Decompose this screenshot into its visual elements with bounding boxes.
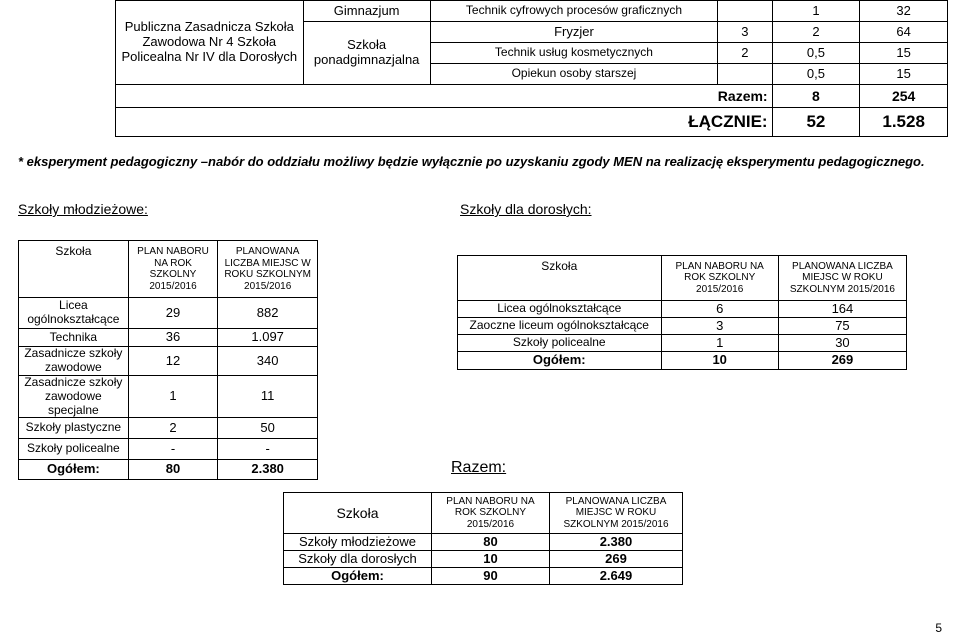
table-row <box>458 301 907 318</box>
laczenie-row <box>116 108 948 137</box>
plan-value: 80 <box>431 534 549 551</box>
laczenie-value-b: 52 <box>772 108 860 137</box>
col-header-plan: PLAN NABORU NA ROK SZKOLNY 2015/2016 <box>431 493 549 534</box>
total-places: 2.380 <box>218 460 318 480</box>
col-header-places: PLANOWANA LICZBA MIEJSC W ROKU SZKOLNYM 2015/2016 <box>218 241 318 298</box>
total-row <box>284 568 683 585</box>
school-type-gimnazjum: Gimnazjum <box>303 1 430 22</box>
school-type-ponadgimnazjalna: Szkoła ponadgimnazjalna <box>303 22 430 85</box>
col-header-school: Szkoła <box>19 241 129 298</box>
places-value: 11 <box>218 376 318 418</box>
col-header-places: PLANOWANA LICZBA MIEJSC W ROKU SZKOLNYM 2015/2016 <box>549 493 682 534</box>
places-value: - <box>218 439 318 460</box>
total-row <box>458 352 907 370</box>
summary-heading: Razem: <box>451 459 507 476</box>
places-value: 2.380 <box>549 534 682 551</box>
profession-name: Technik cyfrowych procesów graficznych <box>430 1 718 22</box>
value-c: 15 <box>860 43 948 64</box>
table-row <box>19 329 318 347</box>
table-row <box>458 318 907 335</box>
table-row <box>284 534 683 551</box>
places-value: 50 <box>218 418 318 439</box>
plan-value: - <box>128 439 218 460</box>
table-header-row <box>19 241 318 298</box>
profession-name: Technik usług kosmetycznych <box>430 43 718 64</box>
plan-value: 2 <box>128 418 218 439</box>
table-row <box>19 418 318 439</box>
plan-value: 6 <box>661 301 778 318</box>
total-plan: 10 <box>661 352 778 370</box>
table-row <box>458 335 907 352</box>
razem-value-c: 254 <box>860 85 948 108</box>
col-header-plan: PLAN NABORU NA ROK SZKOLNY 2015/2016 <box>128 241 218 298</box>
note-text: * eksperyment pedagogiczny –nabór do oddziału możliwy będzie wyłącznie po uzyskaniu zgody MEN na realizację eksperymentu pedagogicznego. <box>18 154 925 169</box>
razem-row <box>116 85 948 108</box>
school-table <box>115 0 948 137</box>
table-header-row <box>284 493 683 534</box>
plan-value: 1 <box>128 376 218 418</box>
plan-value: 10 <box>431 551 549 568</box>
value-b: 2 <box>772 22 860 43</box>
table-row <box>19 376 318 418</box>
school-name: Licea ogólnokształcące <box>19 298 129 329</box>
total-label: Ogółem: <box>19 460 129 480</box>
value-b: 0,5 <box>772 43 860 64</box>
school-name: Zasadnicze szkoły zawodowe specjalne <box>19 376 129 418</box>
plan-value: 1 <box>661 335 778 352</box>
page-number: 5 <box>935 621 942 635</box>
places-value: 340 <box>218 347 318 376</box>
school-name: Szkoły młodzieżowe <box>284 534 432 551</box>
table-row <box>19 347 318 376</box>
school-name: Szkoły plastyczne <box>19 418 129 439</box>
school-name: Szkoły policealne <box>19 439 129 460</box>
profession-name: Opiekun osoby starszej <box>430 64 718 85</box>
places-value: 164 <box>778 301 906 318</box>
youth-heading: Szkoły młodzieżowe: <box>18 201 148 217</box>
summary-table <box>283 492 683 585</box>
table-header-row <box>458 256 907 301</box>
laczenie-value-c: 1.528 <box>860 108 948 137</box>
col-header-school: Szkoła <box>284 493 432 534</box>
razem-label: Razem: <box>116 85 773 108</box>
youth-table <box>18 240 318 480</box>
laczenie-label: ŁĄCZNIE: <box>116 108 773 137</box>
razem-value-b: 8 <box>772 85 860 108</box>
value-c: 32 <box>860 1 948 22</box>
places-value: 882 <box>218 298 318 329</box>
total-label: Ogółem: <box>284 568 432 585</box>
value-a <box>718 64 772 85</box>
value-a: 3 <box>718 22 772 43</box>
total-plan: 90 <box>431 568 549 585</box>
col-header-school: Szkoła <box>458 256 662 301</box>
table-row <box>19 298 318 329</box>
value-a: 2 <box>718 43 772 64</box>
places-value: 75 <box>778 318 906 335</box>
plan-value: 3 <box>661 318 778 335</box>
plan-value: 36 <box>128 329 218 347</box>
plan-value: 12 <box>128 347 218 376</box>
value-b: 1 <box>772 1 860 22</box>
table-row <box>116 1 948 22</box>
school-name: Zasadnicze szkoły zawodowe <box>19 347 129 376</box>
adult-table <box>457 255 907 370</box>
school-name: Szkoły policealne <box>458 335 662 352</box>
col-header-places: PLANOWANA LICZBA MIEJSC W ROKU SZKOLNYM 2015/2016 <box>778 256 906 301</box>
school-name: Licea ogólnokształcące <box>458 301 662 318</box>
adult-heading: Szkoły dla dorosłych: <box>460 201 592 217</box>
school-name: Zaoczne liceum ogólnokształcące <box>458 318 662 335</box>
table-row <box>284 551 683 568</box>
places-value: 30 <box>778 335 906 352</box>
value-a <box>718 1 772 22</box>
school-name: Publiczna Zasadnicza Szkoła Zawodowa Nr 4 Szkoła Policealna Nr IV dla Dorosłych <box>116 1 304 85</box>
places-value: 269 <box>549 551 682 568</box>
profession-name: Fryzjer <box>430 22 718 43</box>
places-value: 1.097 <box>218 329 318 347</box>
value-c: 15 <box>860 64 948 85</box>
col-header-plan: PLAN NABORU NA ROK SZKOLNY 2015/2016 <box>661 256 778 301</box>
table-row <box>19 439 318 460</box>
school-name: Szkoły dla dorosłych <box>284 551 432 568</box>
value-c: 64 <box>860 22 948 43</box>
school-name: Technika <box>19 329 129 347</box>
total-plan: 80 <box>128 460 218 480</box>
total-row <box>19 460 318 480</box>
total-places: 2.649 <box>549 568 682 585</box>
total-places: 269 <box>778 352 906 370</box>
plan-value: 29 <box>128 298 218 329</box>
total-label: Ogółem: <box>458 352 662 370</box>
value-b: 0,5 <box>772 64 860 85</box>
